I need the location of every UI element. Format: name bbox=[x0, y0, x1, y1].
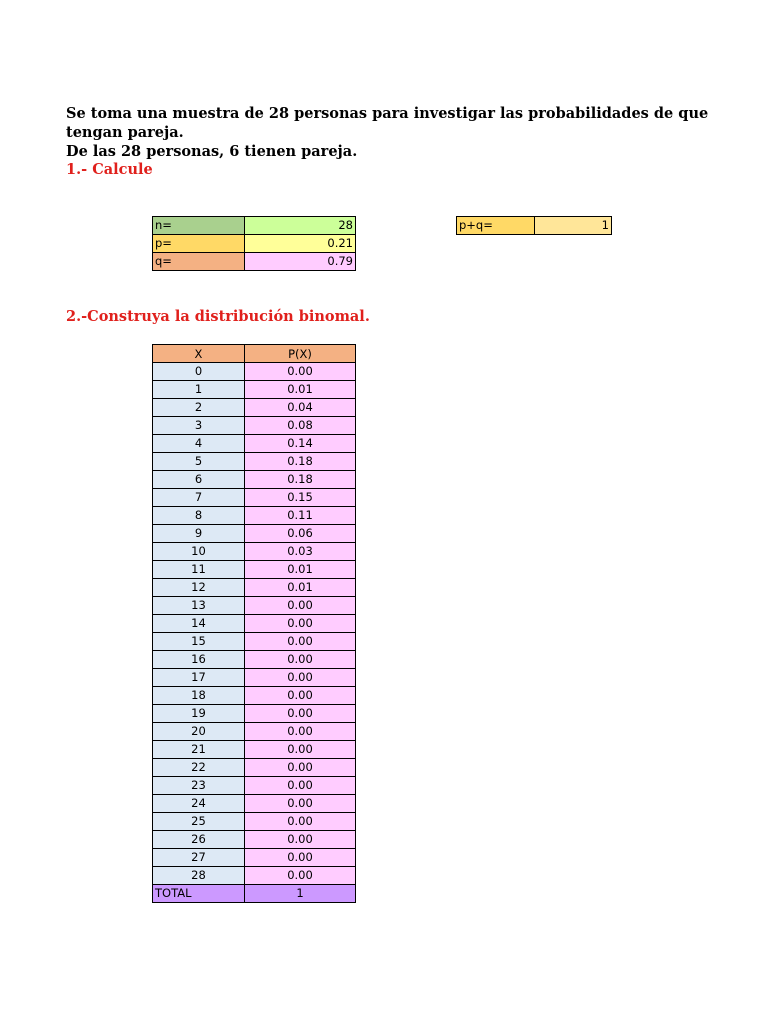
probability-cell[interactable]: 0.11 bbox=[245, 507, 356, 525]
probability-cell[interactable]: 0.00 bbox=[245, 597, 356, 615]
x-cell[interactable]: 7 bbox=[153, 489, 245, 507]
problem-statement bbox=[66, 104, 768, 161]
x-cell[interactable]: 5 bbox=[153, 453, 245, 471]
x-cell[interactable]: 20 bbox=[153, 723, 245, 741]
table-row bbox=[153, 417, 356, 435]
table-row bbox=[153, 723, 356, 741]
x-cell[interactable]: 18 bbox=[153, 687, 245, 705]
probability-cell[interactable]: 0.01 bbox=[245, 579, 356, 597]
probability-cell[interactable]: 0.00 bbox=[245, 723, 356, 741]
probability-cell[interactable]: 0.00 bbox=[245, 651, 356, 669]
total-value[interactable]: 1 bbox=[245, 885, 356, 903]
x-cell[interactable]: 21 bbox=[153, 741, 245, 759]
x-cell[interactable]: 2 bbox=[153, 399, 245, 417]
statement-line-1: Se toma una muestra de 28 personas para investigar las probabilidades de que tengan pareja. bbox=[66, 105, 709, 141]
p-plus-q-row bbox=[457, 217, 612, 235]
probability-cell[interactable]: 0.00 bbox=[245, 705, 356, 723]
x-cell[interactable]: 19 bbox=[153, 705, 245, 723]
x-cell[interactable]: 13 bbox=[153, 597, 245, 615]
probability-cell[interactable]: 0.00 bbox=[245, 849, 356, 867]
probability-cell[interactable]: 0.00 bbox=[245, 777, 356, 795]
parameter-label[interactable]: p= bbox=[153, 235, 245, 253]
table-row bbox=[153, 777, 356, 795]
table-row bbox=[153, 831, 356, 849]
table-row bbox=[153, 597, 356, 615]
probability-cell[interactable]: 0.08 bbox=[245, 417, 356, 435]
parameter-row bbox=[153, 253, 356, 271]
table-row bbox=[153, 525, 356, 543]
p-plus-q-label[interactable]: p+q= bbox=[457, 217, 535, 235]
table-row bbox=[153, 795, 356, 813]
p-plus-q-value[interactable]: 1 bbox=[535, 217, 612, 235]
probability-cell[interactable]: 0.18 bbox=[245, 471, 356, 489]
table-row bbox=[153, 669, 356, 687]
x-cell[interactable]: 23 bbox=[153, 777, 245, 795]
table-row bbox=[153, 507, 356, 525]
probability-cell[interactable]: 0.00 bbox=[245, 615, 356, 633]
x-cell[interactable]: 17 bbox=[153, 669, 245, 687]
table-row bbox=[153, 381, 356, 399]
parameter-label[interactable]: q= bbox=[153, 253, 245, 271]
x-cell[interactable]: 11 bbox=[153, 561, 245, 579]
probability-cell[interactable]: 0.15 bbox=[245, 489, 356, 507]
table-row bbox=[153, 453, 356, 471]
table-row bbox=[153, 687, 356, 705]
table-row bbox=[153, 579, 356, 597]
x-cell[interactable]: 22 bbox=[153, 759, 245, 777]
probability-cell[interactable]: 0.04 bbox=[245, 399, 356, 417]
x-cell[interactable]: 12 bbox=[153, 579, 245, 597]
probability-cell[interactable]: 0.00 bbox=[245, 831, 356, 849]
header-x[interactable]: X bbox=[153, 345, 245, 363]
probability-cell[interactable]: 0.14 bbox=[245, 435, 356, 453]
parameter-value[interactable]: 0.21 bbox=[245, 235, 356, 253]
x-cell[interactable]: 0 bbox=[153, 363, 245, 381]
probability-cell[interactable]: 0.00 bbox=[245, 867, 356, 885]
x-cell[interactable]: 15 bbox=[153, 633, 245, 651]
parameter-row bbox=[153, 235, 356, 253]
total-row bbox=[153, 885, 356, 903]
total-label[interactable]: TOTAL bbox=[153, 885, 245, 903]
x-cell[interactable]: 28 bbox=[153, 867, 245, 885]
x-cell[interactable]: 4 bbox=[153, 435, 245, 453]
table-row bbox=[153, 489, 356, 507]
probability-cell[interactable]: 0.00 bbox=[245, 363, 356, 381]
parameter-row bbox=[153, 217, 356, 235]
parameter-value[interactable]: 0.79 bbox=[245, 253, 356, 271]
probability-cell[interactable]: 0.00 bbox=[245, 813, 356, 831]
x-cell[interactable]: 25 bbox=[153, 813, 245, 831]
x-cell[interactable]: 10 bbox=[153, 543, 245, 561]
table-row bbox=[153, 543, 356, 561]
probability-cell[interactable]: 0.00 bbox=[245, 633, 356, 651]
x-cell[interactable]: 1 bbox=[153, 381, 245, 399]
x-cell[interactable]: 16 bbox=[153, 651, 245, 669]
parameter-label[interactable]: n= bbox=[153, 217, 245, 235]
parameters-table bbox=[152, 216, 356, 271]
probability-cell[interactable]: 0.06 bbox=[245, 525, 356, 543]
table-row bbox=[153, 813, 356, 831]
x-cell[interactable]: 24 bbox=[153, 795, 245, 813]
probability-cell[interactable]: 0.00 bbox=[245, 741, 356, 759]
x-cell[interactable]: 14 bbox=[153, 615, 245, 633]
table-row bbox=[153, 741, 356, 759]
table-row bbox=[153, 615, 356, 633]
table-row bbox=[153, 399, 356, 417]
section-heading-binomial: 2.-Construya la distribución binomal. bbox=[66, 308, 370, 325]
probability-cell[interactable]: 0.01 bbox=[245, 561, 356, 579]
x-cell[interactable]: 9 bbox=[153, 525, 245, 543]
probability-cell[interactable]: 0.03 bbox=[245, 543, 356, 561]
parameter-value[interactable]: 28 bbox=[245, 217, 356, 235]
x-cell[interactable]: 3 bbox=[153, 417, 245, 435]
probability-cell[interactable]: 0.01 bbox=[245, 381, 356, 399]
probability-cell[interactable]: 0.00 bbox=[245, 759, 356, 777]
table-row bbox=[153, 651, 356, 669]
x-cell[interactable]: 8 bbox=[153, 507, 245, 525]
table-row bbox=[153, 705, 356, 723]
table-row bbox=[153, 363, 356, 381]
x-cell[interactable]: 26 bbox=[153, 831, 245, 849]
probability-cell[interactable]: 0.00 bbox=[245, 669, 356, 687]
table-row bbox=[153, 633, 356, 651]
x-cell[interactable]: 27 bbox=[153, 849, 245, 867]
table-row bbox=[153, 849, 356, 867]
probability-cell[interactable]: 0.18 bbox=[245, 453, 356, 471]
section-heading-calcule: 1.- Calcule bbox=[66, 161, 153, 178]
statement-line-2: De las 28 personas, 6 tienen pareja. bbox=[66, 143, 358, 160]
table-row bbox=[153, 867, 356, 885]
probability-cell[interactable]: 0.00 bbox=[245, 795, 356, 813]
table-row bbox=[153, 435, 356, 453]
probability-cell[interactable]: 0.00 bbox=[245, 687, 356, 705]
table-row bbox=[153, 759, 356, 777]
table-row bbox=[153, 561, 356, 579]
p-plus-q-table bbox=[456, 216, 612, 235]
header-px[interactable]: P(X) bbox=[245, 345, 356, 363]
table-row bbox=[153, 471, 356, 489]
x-cell[interactable]: 6 bbox=[153, 471, 245, 489]
binomial-distribution-table bbox=[152, 344, 356, 903]
table-header-row bbox=[153, 345, 356, 363]
